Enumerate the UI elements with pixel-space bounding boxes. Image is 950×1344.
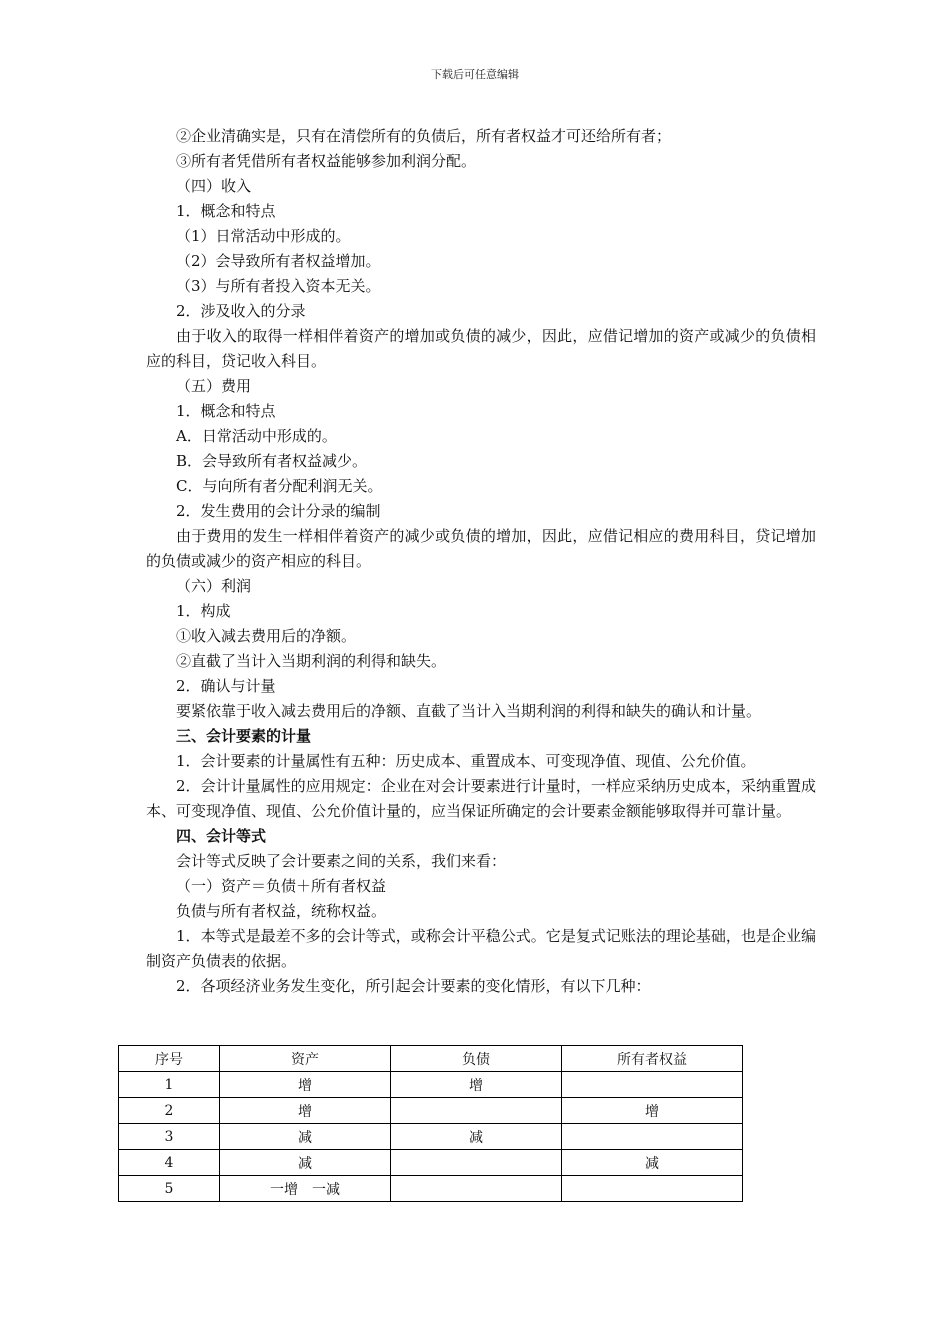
table-cell: 增: [562, 1098, 743, 1124]
table-header-row: [119, 1046, 743, 1072]
page-header: 下载后可任意编辑: [431, 68, 519, 81]
table-cell: 减: [391, 1124, 562, 1150]
text-line: （四）收入: [176, 177, 252, 195]
text-line: （一）资产＝负债＋所有者权益: [176, 877, 387, 895]
text-line: （3）与所有者投入资本无关。: [176, 277, 381, 295]
accounting-change-table: [118, 1045, 743, 1202]
paragraph: 1．本等式是最差不多的会计等式，或称会计平稳公式。它是复式记账法的理论基础，也是企业编制资产负债表的依据。: [146, 927, 816, 970]
table-cell: 1: [119, 1072, 220, 1098]
table-header-cell: 资产: [220, 1046, 391, 1072]
section-heading: 三、会计要素的计量: [176, 727, 312, 745]
table-row: [119, 1150, 743, 1176]
text-line: 2．确认与计量: [176, 677, 276, 695]
text-line: 2．各项经济业务发生变化，所引起会计要素的变化情形，有以下几种：: [176, 977, 651, 995]
text-line: 负债与所有者权益，统称权益。: [176, 902, 387, 920]
table-cell: 增: [391, 1072, 562, 1098]
table-cell: 减: [220, 1150, 391, 1176]
text-line: 1．构成: [176, 602, 231, 620]
text-line: ②直截了当计入当期利润的利得和缺失。: [176, 652, 447, 670]
section-heading: 四、会计等式: [176, 827, 267, 845]
text-line: （五）费用: [176, 377, 252, 395]
paragraph: 2．会计计量属性的应用规定：企业在对会计要素进行计量时，一样应采纳历史成本，采纳重置成本、可变现净值、现值、公允价值计量的，应当保证所确定的会计要素金额能够取得并可靠计量。: [146, 777, 816, 820]
table-cell: 减: [562, 1150, 743, 1176]
table-header-cell: 负债: [391, 1046, 562, 1072]
table-row: [119, 1124, 743, 1150]
text-line: （六）利润: [176, 577, 252, 595]
text-line: ①收入减去费用后的净额。: [176, 627, 357, 645]
table-row: [119, 1072, 743, 1098]
text-line: 2．涉及收入的分录: [176, 302, 306, 320]
table-cell: 4: [119, 1150, 220, 1176]
table-cell: 一增 一减: [220, 1176, 391, 1202]
paragraph: 由于收入的取得一样相伴着资产的增加或负债的减少，因此，应借记增加的资产或减少的负债相应的科目，贷记收入科目。: [146, 327, 816, 370]
text-line: 1．会计要素的计量属性有五种：历史成本、重置成本、可变现净值、现值、公允价值。: [176, 752, 756, 770]
text-line: B．会导致所有者权益减少。: [176, 452, 368, 470]
table-cell: 增: [220, 1072, 391, 1098]
table-row: [119, 1098, 743, 1124]
table-cell: 减: [220, 1124, 391, 1150]
text-line: （2）会导致所有者权益增加。: [176, 252, 381, 270]
table-cell: [562, 1072, 743, 1098]
text-line: ③所有者凭借所有者权益能够参加利润分配。: [176, 152, 477, 170]
table-cell: [562, 1124, 743, 1150]
text-line: 会计等式反映了会计要素之间的关系，我们来看：: [176, 852, 507, 870]
table-cell: [391, 1098, 562, 1124]
table-row: [119, 1176, 743, 1202]
document-body: [146, 124, 816, 999]
text-line: 1．概念和特点: [176, 202, 276, 220]
table-cell: [562, 1176, 743, 1202]
table-cell: 5: [119, 1176, 220, 1202]
table-cell: [391, 1150, 562, 1176]
text-line: ②企业清确实是，只有在清偿所有的负债后，所有者权益才可还给所有者；: [176, 127, 672, 145]
text-line: 1．概念和特点: [176, 402, 276, 420]
paragraph: 由于费用的发生一样相伴着资产的减少或负债的增加，因此，应借记相应的费用科目，贷记增加的负债或减少的资产相应的科目。: [146, 527, 816, 570]
text-line: 2．发生费用的会计分录的编制: [176, 502, 381, 520]
table-cell: [391, 1176, 562, 1202]
table-cell: 2: [119, 1098, 220, 1124]
table-header-cell: 序号: [119, 1046, 220, 1072]
table-cell: 增: [220, 1098, 391, 1124]
text-line: A．日常活动中形成的。: [176, 427, 337, 445]
paragraph: 要紧依靠于收入减去费用后的净额、直截了当计入当期利润的利得和缺失的确认和计量。: [176, 702, 762, 720]
text-line: C．与向所有者分配利润无关。: [176, 477, 383, 495]
table-header-cell: 所有者权益: [562, 1046, 743, 1072]
text-line: （1）日常活动中形成的。: [176, 227, 351, 245]
table-cell: 3: [119, 1124, 220, 1150]
